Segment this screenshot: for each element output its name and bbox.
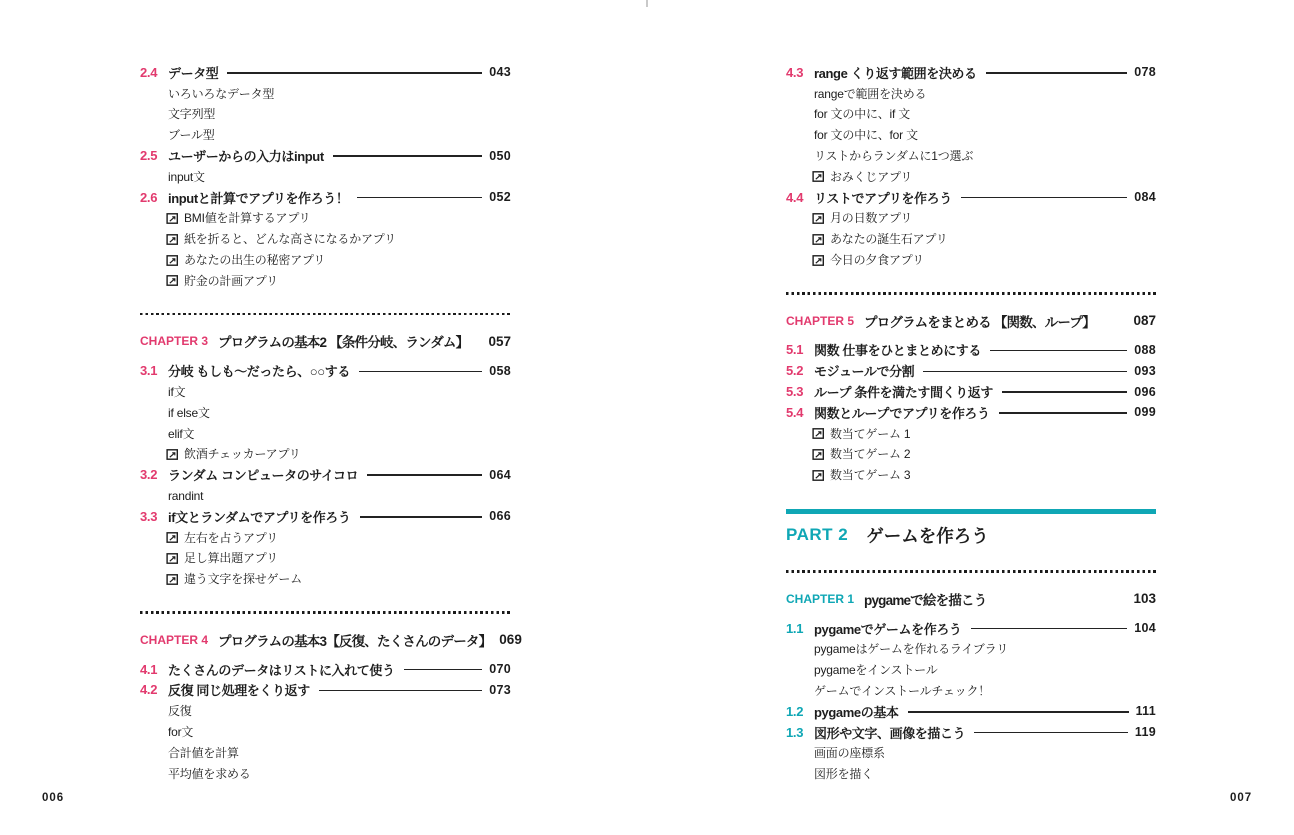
toc-subitem <box>140 124 511 145</box>
subitem-label: input文 <box>168 169 205 184</box>
toc-subitem <box>786 83 1156 104</box>
toc-app-item <box>140 228 511 249</box>
leader-line <box>971 628 1128 630</box>
dotted-divider <box>140 611 511 614</box>
section-number: 5.3 <box>786 384 804 400</box>
chapter-heading <box>786 309 1156 333</box>
section-title: データ型 <box>168 65 219 81</box>
toc-entry <box>786 360 1156 381</box>
subitem-label: rangeで範囲を決める <box>814 86 927 101</box>
toc-app-item <box>140 568 511 589</box>
chapter-title: pygameで絵を描こう <box>864 592 987 608</box>
section-page-number: 088 <box>1134 342 1156 357</box>
section-title: pygameでゲームを作ろう <box>814 621 962 637</box>
app-item-label: 貯金の計画アプリ <box>184 273 278 288</box>
leader-line <box>908 711 1129 713</box>
section-page-number: 070 <box>489 662 511 677</box>
app-item-label: BMI値を計算するアプリ <box>184 211 311 226</box>
chapter-page-number: 057 <box>488 333 511 349</box>
section-page-number: 084 <box>1134 190 1156 205</box>
chapter-label: CHAPTER 4 <box>140 632 209 647</box>
app-window-icon <box>166 274 179 287</box>
section-number: 3.2 <box>140 467 158 483</box>
toc-entry <box>786 722 1156 743</box>
toc-app-item <box>786 444 1156 465</box>
subitem-label: pygameはゲームを作れるライブラリ <box>814 642 1009 657</box>
leader-line <box>319 690 482 692</box>
section-page-number: 066 <box>489 509 511 524</box>
subitem-label: for文 <box>168 725 194 739</box>
toc-subitem <box>140 166 511 187</box>
dotted-divider <box>786 292 1156 295</box>
section-page-number: 119 <box>1134 725 1156 740</box>
app-item-label: おみくじアプリ <box>830 169 913 184</box>
app-item-label: 数当てゲーム 3 <box>830 468 911 483</box>
subitem-label: pygameをインストール <box>814 663 938 678</box>
section-title: pygameの基本 <box>814 704 899 720</box>
leader-line <box>961 197 1127 199</box>
toc-entry <box>786 381 1156 402</box>
toc-app-item <box>786 228 1156 249</box>
section-page-number: 111 <box>1135 704 1156 719</box>
subitem-label: randint <box>168 488 204 503</box>
section-title: ループ 条件を満たす間くり返す <box>814 385 993 401</box>
section-number: 5.1 <box>786 342 804 358</box>
app-item-label: 数当てゲーム 2 <box>830 447 911 462</box>
section-page-number: 104 <box>1134 621 1156 636</box>
section-page-number: 064 <box>489 467 511 482</box>
dotted-divider <box>140 313 511 316</box>
toc-entry <box>786 340 1156 361</box>
section-page-number: 050 <box>489 148 511 163</box>
section-number: 2.5 <box>140 148 158 164</box>
app-item-label: 飲酒チェッカーアプリ <box>184 447 301 462</box>
toc-subitem <box>140 423 511 444</box>
chapter-label: CHAPTER 3 <box>140 334 209 349</box>
section-page-number: 043 <box>489 65 511 80</box>
chapter-label: CHAPTER 5 <box>786 313 855 328</box>
subitem-label: いろいろなデータ型 <box>168 86 275 101</box>
toc-subitem <box>140 700 511 721</box>
toc-subitem <box>786 124 1156 145</box>
toc-subitem <box>786 763 1156 784</box>
toc-entry <box>140 659 511 680</box>
section-number: 4.1 <box>140 661 158 677</box>
toc-entry <box>140 360 511 381</box>
toc-entry <box>140 506 511 527</box>
section-number: 1.1 <box>786 620 804 636</box>
leader-line <box>974 732 1128 734</box>
toc-app-item <box>140 527 511 548</box>
section-page-number: 058 <box>489 363 511 378</box>
chapter-heading <box>786 587 1156 611</box>
subitem-label: 文字列型 <box>168 107 216 122</box>
app-window-icon <box>812 254 825 267</box>
toc-subitem <box>786 743 1156 764</box>
toc-entry <box>140 187 511 208</box>
chapter-heading <box>140 628 522 652</box>
section-number: 5.2 <box>786 363 804 379</box>
toc-app-item <box>140 208 511 229</box>
chapter-label: CHAPTER 1 <box>786 591 855 606</box>
subitem-label: elif文 <box>168 426 195 441</box>
section-title: たくさんのデータはリストに入れて使う <box>168 662 395 678</box>
section-title: 分岐 もしも〜だったら、○○する <box>168 364 350 380</box>
app-item-label: あなたの出生の秘密アプリ <box>184 253 326 268</box>
chapter-page-number: 103 <box>1133 591 1156 607</box>
toc-app-item <box>140 249 511 270</box>
leader-line <box>333 155 482 157</box>
crop-mark <box>646 0 648 7</box>
toc-app-item <box>786 166 1156 187</box>
chapter-heading <box>140 329 511 353</box>
app-item-label: 違う文字を探せゲーム <box>184 572 303 587</box>
section-page-number: 099 <box>1134 405 1156 420</box>
section-page-number: 052 <box>489 190 511 205</box>
toc-entry <box>140 62 511 83</box>
section-page-number: 093 <box>1134 363 1156 378</box>
subitem-label: for 文の中に、for 文 <box>814 128 918 143</box>
toc-subitem <box>786 659 1156 680</box>
subitem-label: if文 <box>168 385 186 400</box>
app-window-icon <box>166 552 179 565</box>
app-item-label: 足し算出題アプリ <box>184 551 278 566</box>
toc-app-item <box>786 464 1156 485</box>
section-title: 反復 同じ処理をくり返す <box>168 683 310 699</box>
dotted-divider <box>786 570 1156 573</box>
section-number: 1.2 <box>786 703 804 719</box>
section-title: inputと計算でアプリを作ろう！ <box>168 190 349 206</box>
app-window-icon <box>812 170 825 183</box>
toc-subitem <box>140 763 511 784</box>
toc-app-item <box>140 270 511 291</box>
toc-subitem <box>140 104 511 125</box>
app-window-icon <box>812 448 825 461</box>
section-number: 2.6 <box>140 189 158 205</box>
subitem-label: 平均値を求める <box>168 766 251 781</box>
leader-line <box>990 350 1127 352</box>
subitem-label: if else文 <box>168 405 210 420</box>
section-title: if文とランダムでアプリを作ろう <box>168 509 351 525</box>
app-window-icon <box>812 212 825 225</box>
toc-app-item <box>786 208 1156 229</box>
part-title-row <box>786 522 1156 548</box>
subitem-label: ゲームでインストールチェック！ <box>814 684 991 699</box>
toc-entry <box>786 701 1156 722</box>
app-window-icon <box>166 573 179 586</box>
chapter-page-number: 069 <box>499 632 522 648</box>
app-item-label: 月の日数アプリ <box>830 211 913 226</box>
section-number: 1.3 <box>786 724 804 740</box>
page-number-left: 006 <box>42 792 65 804</box>
app-window-icon <box>166 448 179 461</box>
leader-line <box>923 371 1127 373</box>
toc-subitem <box>140 402 511 423</box>
toc-subitem <box>786 145 1156 166</box>
section-number: 2.4 <box>140 64 158 80</box>
app-window-icon <box>166 233 179 246</box>
part-title: ゲームを作ろう <box>866 525 989 546</box>
app-window-icon <box>812 427 825 440</box>
leader-line <box>227 72 482 74</box>
app-item-label: 数当てゲーム 1 <box>830 426 911 441</box>
toc-subitem <box>140 742 511 763</box>
section-number: 3.3 <box>140 508 158 524</box>
leader-line <box>360 516 483 518</box>
app-window-icon <box>166 531 179 544</box>
part-heading <box>786 509 1156 548</box>
toc-entry <box>786 62 1156 83</box>
section-title: モジュールで分割 <box>814 364 915 380</box>
section-title: 図形や文字、画像を描こう <box>814 725 966 741</box>
section-number: 4.4 <box>786 189 804 205</box>
leader-line <box>1002 391 1127 393</box>
section-title: ランダム コンピュータのサイコロ <box>168 468 359 484</box>
leader-line <box>359 371 482 373</box>
section-number: 4.2 <box>140 682 158 698</box>
toc-column-left <box>140 62 522 784</box>
subitem-label: ブール型 <box>168 128 215 143</box>
toc-app-item <box>140 444 511 465</box>
app-item-label: 今日の夕食アプリ <box>830 253 924 268</box>
subitem-label: 反復 <box>168 704 192 719</box>
section-title: 関数とループでアプリを作ろう <box>814 405 990 421</box>
toc-app-item <box>140 548 511 569</box>
chapter-page-number: 087 <box>1133 313 1156 329</box>
app-window-icon <box>166 254 179 267</box>
section-title: ユーザーからの入力はinput <box>168 149 324 165</box>
section-title: 関数 仕事をひとまとめにする <box>814 343 982 359</box>
section-number: 4.3 <box>786 64 804 80</box>
toc-entry <box>140 145 511 166</box>
toc-subitem <box>786 639 1156 660</box>
subitem-label: 図形を描く <box>814 767 874 782</box>
chapter-title: プログラムの基本3【反復、たくさんのデータ】 <box>218 633 492 649</box>
leader-line <box>404 669 483 671</box>
toc-entry <box>140 464 511 485</box>
toc-subitem <box>140 381 511 402</box>
app-window-icon <box>812 233 825 246</box>
section-page-number: 073 <box>489 682 511 697</box>
chapter-title: プログラムの基本2 【条件分岐、ランダム】 <box>218 335 469 351</box>
toc-entry <box>786 187 1156 208</box>
page-number-right: 007 <box>1230 792 1253 804</box>
toc-entry <box>140 680 511 701</box>
subitem-label: 合計値を計算 <box>168 745 239 760</box>
toc-subitem <box>786 680 1156 701</box>
toc-subitem <box>786 104 1156 125</box>
toc-app-item <box>786 423 1156 444</box>
app-item-label: 左右を占うアプリ <box>184 530 278 545</box>
app-window-icon <box>812 469 825 482</box>
part-divider-bar <box>786 509 1156 514</box>
leader-line <box>999 412 1128 414</box>
app-window-icon <box>166 212 179 225</box>
section-title: リストでアプリを作ろう <box>814 190 952 206</box>
section-page-number: 078 <box>1134 65 1156 80</box>
subitem-label: for 文の中に、if 文 <box>814 107 911 122</box>
toc-app-item <box>786 249 1156 270</box>
section-title: range くり返す範囲を決める <box>814 65 977 81</box>
part-label: PART 2 <box>786 525 849 545</box>
leader-line <box>357 197 482 199</box>
leader-line <box>367 474 482 476</box>
subitem-label: リストからランダムに1つ選ぶ <box>814 149 974 164</box>
toc-entry <box>786 402 1156 423</box>
toc-subitem <box>140 83 511 104</box>
leader-line <box>986 72 1128 74</box>
toc-column-right <box>786 62 1156 784</box>
app-item-label: 紙を折ると、どんな高さになるかアプリ <box>184 232 396 247</box>
subitem-label: 画面の座標系 <box>814 746 885 761</box>
section-number: 5.4 <box>786 404 804 420</box>
chapter-title: プログラムをまとめる 【関数、ループ】 <box>864 314 1095 330</box>
app-item-label: あなたの誕生石アプリ <box>830 232 948 247</box>
toc-subitem <box>140 485 511 506</box>
section-number: 3.1 <box>140 363 158 379</box>
toc-subitem <box>140 721 511 742</box>
toc-entry <box>786 618 1156 639</box>
section-page-number: 096 <box>1134 384 1156 399</box>
